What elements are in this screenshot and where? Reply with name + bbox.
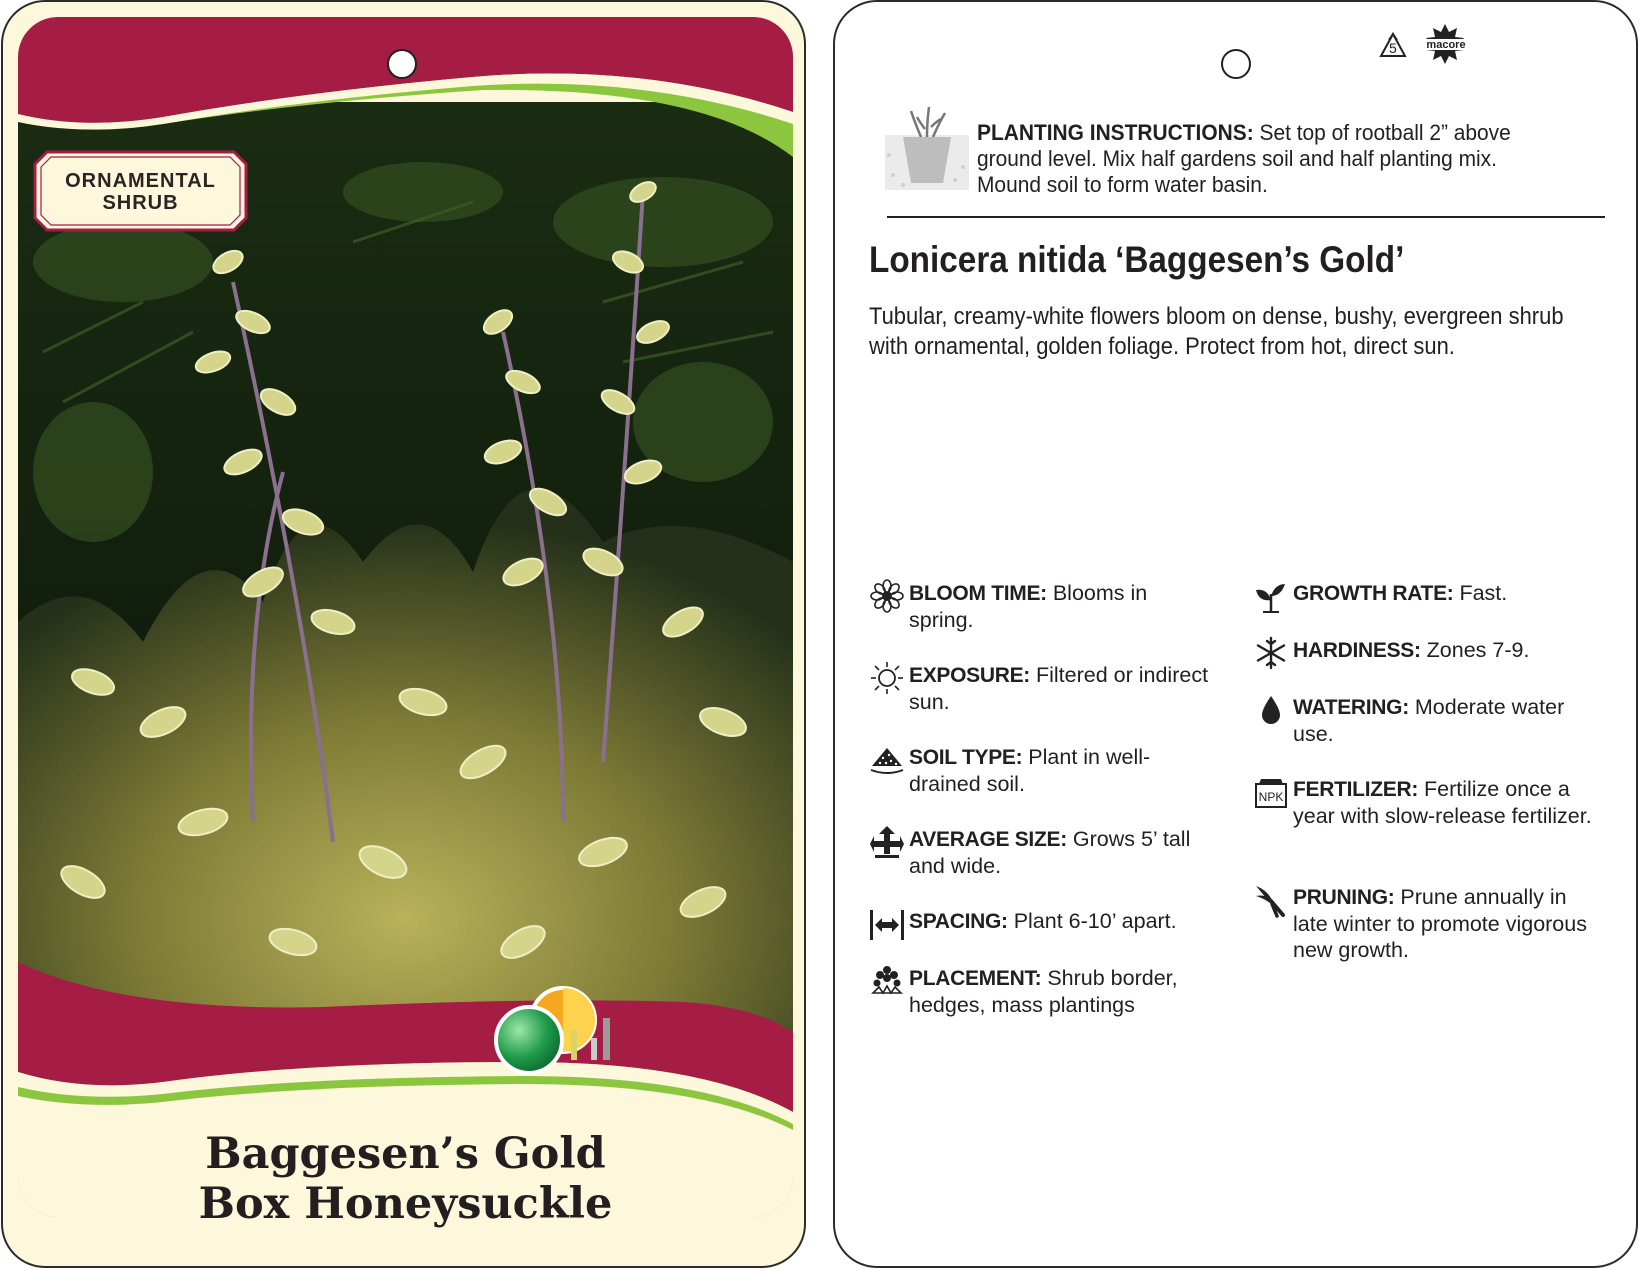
attr-value: Filtered or indirect sun. (909, 663, 1209, 714)
soil-icon (869, 742, 905, 778)
attr-label: SPACING: (909, 910, 1008, 933)
botanical-name: Lonicera nitida ‘Baggesen’s Gold’ (869, 239, 1405, 280)
plant-pot-icon (885, 105, 969, 195)
attr-value: Shrub border, hedges, mass plantings (909, 966, 1178, 1017)
divider (887, 216, 1605, 218)
macore-logo (1423, 24, 1469, 64)
plant-feature-icons (491, 982, 651, 1077)
attr-bloom-time (869, 580, 1209, 633)
category-line-2: SHRUB (102, 192, 179, 214)
attr-value: Prune annually in late winter to promote vigorous new growth. (1293, 885, 1587, 962)
sprout-icon (1253, 578, 1289, 614)
npk-label: NPK (1258, 790, 1284, 804)
sun-icon (869, 660, 905, 696)
attr-average-size (869, 826, 1209, 879)
back-tag (833, 0, 1638, 1268)
common-name (3, 1129, 806, 1229)
npk-icon (1253, 774, 1289, 810)
attr-label: AVERAGE SIZE: (909, 828, 1067, 851)
attr-label: WATERING: (1293, 696, 1409, 719)
attr-exposure (869, 662, 1209, 715)
attr-value: Fertilize once a year with slow-release fertilizer. (1293, 777, 1592, 828)
attr-value: Blooms in spring. (909, 581, 1148, 632)
attr-label: BLOOM TIME: (909, 582, 1047, 605)
attr-label: HARDINESS: (1293, 639, 1421, 662)
attr-fertilizer (1253, 776, 1603, 829)
pruners-icon (1253, 882, 1289, 918)
evergreen-foliage-icon (496, 1007, 562, 1073)
water-drop-icon (1253, 692, 1289, 728)
size-icon (869, 824, 905, 860)
category-badge (33, 150, 248, 232)
attr-label: FERTILIZER: (1293, 778, 1419, 801)
front-tag (1, 0, 806, 1268)
attr-label: SOIL TYPE: (909, 746, 1023, 769)
attr-pruning (1253, 884, 1603, 963)
attr-value: Zones 7-9. (1420, 638, 1530, 662)
attr-label: PLACEMENT: (909, 967, 1042, 990)
attr-value: Fast. (1453, 581, 1508, 605)
planting-text: Set top of rootball 2” above ground level. Mix half gardens soil and half planting mix. Mound soil to form water basin. (977, 120, 1511, 197)
attr-label: GROWTH RATE: (1293, 582, 1454, 605)
snowflake-icon (1253, 635, 1289, 671)
attr-value: Moderate water use. (1293, 695, 1565, 746)
attr-watering (1253, 694, 1603, 747)
attr-placement (869, 965, 1209, 1018)
recycle-logos (1373, 20, 1483, 68)
hang-hole (1221, 49, 1251, 79)
planting-label: PLANTING INSTRUCTIONS: (977, 120, 1254, 145)
attr-value: Plant 6-10’ apart. (1007, 909, 1177, 933)
brand-name: macore (1426, 39, 1466, 51)
category-line-1: ORNAMENTAL (65, 170, 216, 192)
spacing-icon (869, 906, 905, 942)
recycle-code: 5 (1389, 40, 1397, 56)
attr-soil-type (869, 744, 1209, 797)
attr-growth-rate (1253, 580, 1603, 614)
attr-value: Plant in well-drained soil. (909, 745, 1151, 796)
flower-icon (869, 578, 905, 614)
attr-label: PRUNING: (1293, 886, 1395, 909)
common-name-line-1: Baggesen’s Gold (205, 1129, 606, 1179)
attr-hardiness (1253, 637, 1603, 671)
attr-value: Grows 5’ tall and wide. (909, 827, 1191, 878)
plant-description: Tubular, creamy-white flowers bloom on dense, bushy, evergreen shrub with ornamental, golden foliage. Protect from hot, direct sun. (869, 303, 1564, 360)
placement-icon (869, 963, 905, 999)
hang-hole (387, 49, 417, 79)
attr-spacing (869, 908, 1209, 942)
planting-instructions (977, 120, 1563, 198)
attr-label: EXPOSURE: (909, 664, 1030, 687)
common-name-line-2: Box Honeysuckle (198, 1179, 613, 1229)
